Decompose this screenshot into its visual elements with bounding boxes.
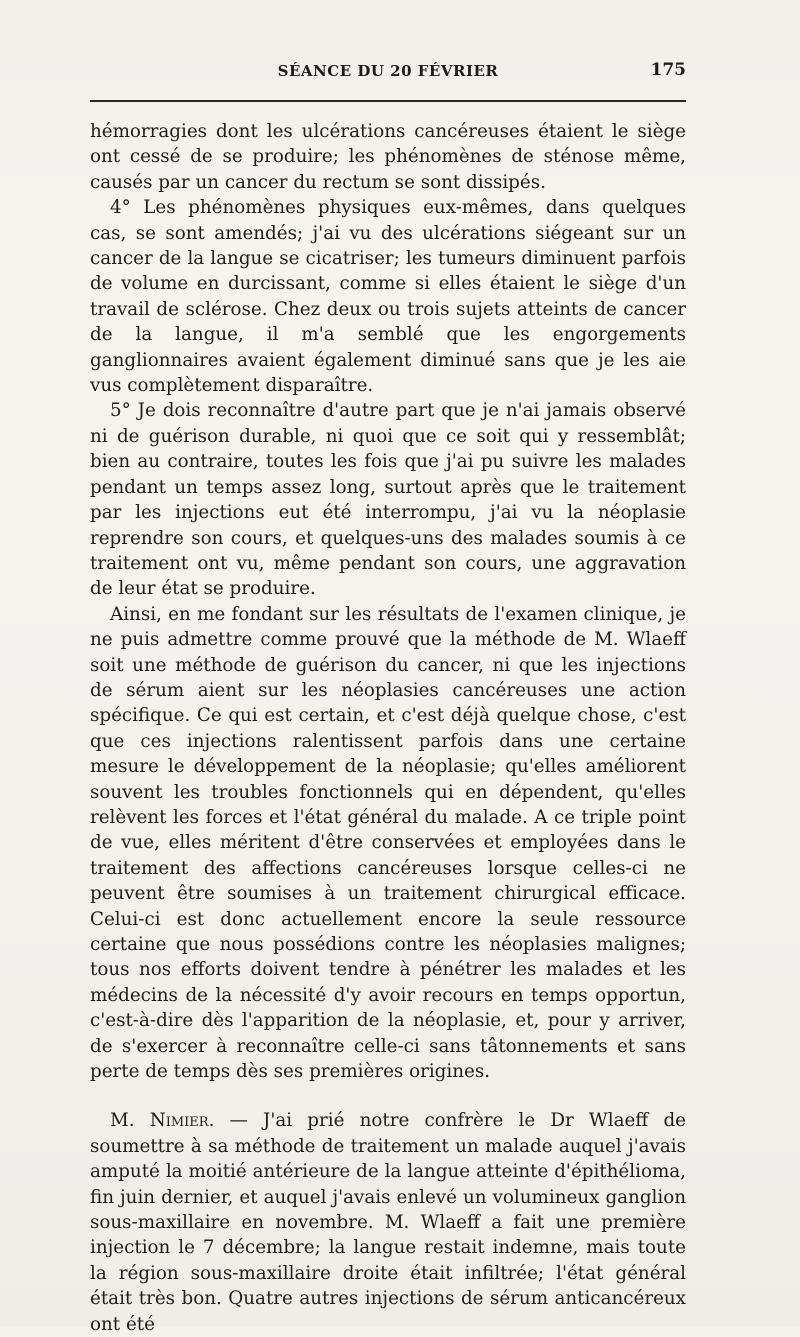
paragraph-5-text: — J'ai prié notre confrère le Dr Wlaeff de soumettre à sa méthode de traitement un malade auquel j'avais amputé la moitié antérieure de la langue atteinte d'épithélioma, fin juin dernier, et auquel j'avais enlevé un volumineux ganglion sous-maxillaire en novembre. M. Wlaeff a fait une première injection le 7 décembre; la langue restait indemne, mais toute la région sous-maxillaire droite était infiltrée; l'état général était très bon. Quatre autres injections de sérum anticancéreux ont été	[90, 1110, 686, 1335]
paragraph-2: 4° Les phénomènes physiques eux-mêmes, dans quelques cas, se sont amendés; j'ai vu des ulcérations siégeant sur un cancer de la langue se cicatriser; les tumeurs diminuent parfois de volume en durcissant, comme si elles étaient le siège d'un travail de sclérose. Chez deux ou trois sujets atteints de cancer de la langue, il m'a semblé que les engorgements ganglionnaires avaient également diminué sans que je les aie vus complètement disparaître.	[90, 197, 686, 397]
header-rule	[90, 100, 686, 102]
paragraph-3: 5° Je dois reconnaître d'autre part que je n'ai jamais observé ni de guérison durable, ni quoi que ce soit qui y ressemblât; bien au contraire, toutes les fois que j'ai pu suivre les malades pendant un temps assez long, surtout après que le traitement par les injections eut été interrompu, j'ai vu la néoplasie reprendre son cours, et quelques-uns des malades soumis à ce traitement ont vu, même pendant son cours, une aggravation de leur état se produire.	[90, 400, 686, 600]
running-head-title: SÉANCE DU 20 FÉVRIER	[277, 62, 499, 80]
page-number: 175	[650, 60, 686, 80]
speaker-name: M. Nimier.	[110, 1110, 215, 1132]
body-text	[90, 119, 686, 1337]
paragraph-1: hémorragies dont les ulcérations cancéreuses étaient le siège ont cessé de se produire; les phénomènes de sténose même, causés par un cancer du rectum se sont dissipés.	[90, 121, 686, 193]
paragraph-4: Ainsi, en me fondant sur les résultats de l'examen clinique, je ne puis admettre comme prouvé que la méthode de M. Wlaeff soit une méthode de guérison du cancer, ni que les injections de sérum aient sur les néoplasies cancéreuses une action spécifique. Ce qui est certain, et c'est déjà quelque chose, c'est que ces injections ralentissent parfois dans une certaine mesure le développement de la néoplasie; qu'elles améliorent souvent les troubles fonctionnels qui en dépendent, qu'elles relèvent les forces et l'état général du malade. A ce triple point de vue, elles méritent d'être conservées et employées dans le traitement des affections cancéreuses lorsque celles-ci ne peuvent être soumises à un traitement chirurgical efficace. Celui-ci est donc actuellement encore la seule ressource certaine que nous possédions contre les néoplasies malignes; tous nos efforts doivent tendre à pénétrer les malades et les médecins de la nécessité d'y avoir recours en temps opportun, c'est-à-dire dès l'apparition de la néoplasie, et, pour y arriver, de s'exercer à reconnaître celle-ci sans tâtonnements et sans perte de temps dès ses premières origines.	[90, 603, 686, 1083]
paragraph-5	[90, 1108, 686, 1337]
running-head	[90, 62, 686, 86]
